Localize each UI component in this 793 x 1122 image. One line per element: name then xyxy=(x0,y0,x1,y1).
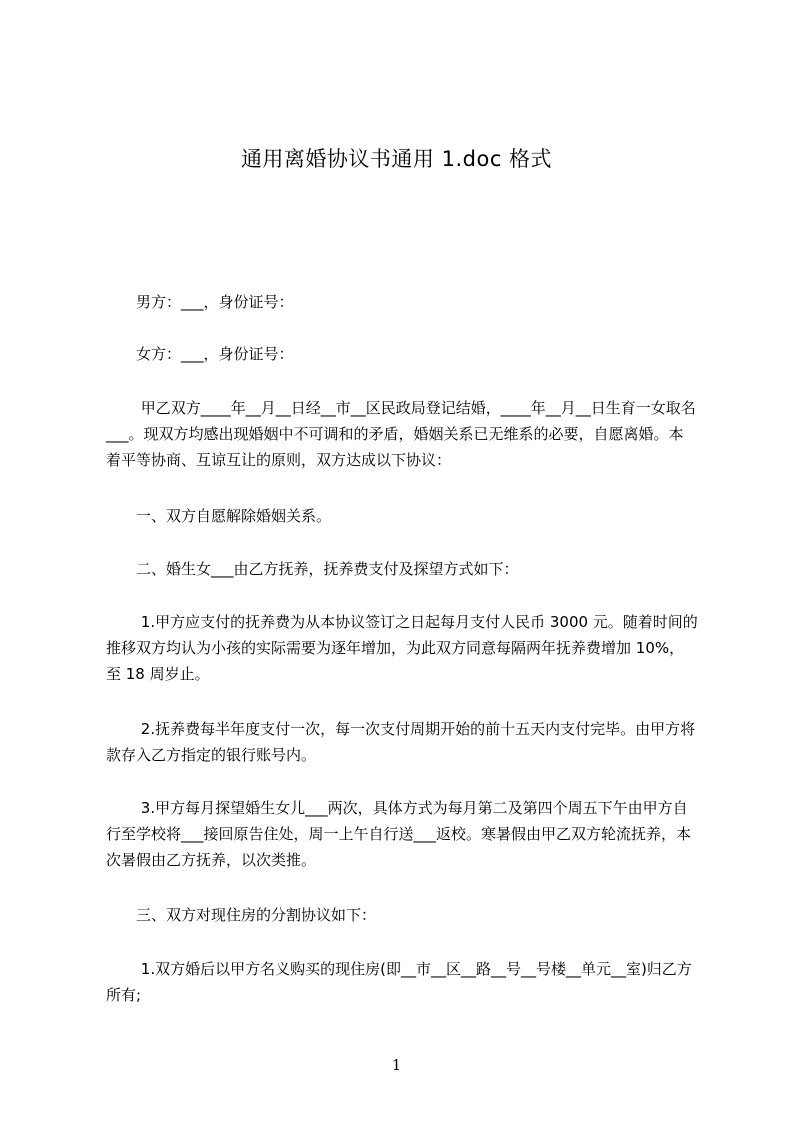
paragraph-clause-3: 三、双方对现住房的分割协议如下： xyxy=(136,906,377,924)
page-number: 1 xyxy=(391,1056,402,1074)
paragraph-male-party: 男方：___，身份证号： xyxy=(136,293,294,311)
paragraph-clause-2-item-1: 1.甲方应支付的抚养费为从本协议签订之日起每月支付人民币 3000 元。随着时间的推移双方均认为小孩的实际需要为逐年增加，为此双方同意每隔两年抚养费增加 10%，至 18 周岁止。 xyxy=(106,613,698,683)
paragraph-clause-2-item-2: 2.抚养费每半年度支付一次，每一次支付周期开始的前十五天内支付完毕。由甲方将款存入乙方指定的银行账号内。 xyxy=(106,720,696,764)
paragraph-clause-2-item-3: 3.甲方每月探望婚生女儿___两次，具体方式为每月第二及第四个周五下午由甲方自行至学校将___接回原告住处，周一上午自行送___返校。寒暑假由甲乙双方轮流抚养，本次暑假由乙方抚养，以次类推。 xyxy=(106,799,692,869)
paragraph-female-party: 女方：___，身份证号： xyxy=(136,345,294,363)
paragraph-clause-1: 一、双方自愿解除婚姻关系。 xyxy=(136,507,332,525)
paragraph-preamble: 甲乙双方____年__月__日经__市__区民政局登记结婚，____年__月__日生育一女取名___。现双方均感出现婚姻中不可调和的矛盾，婚姻关系已无维系的必要，自愿离婚。本着平等协商、互谅互让的原则，双方达成以下协议： xyxy=(106,399,696,469)
paragraph-clause-3-item-1: 1.双方婚后以甲方名义购买的现住房(即__市__区__路__号__号楼__单元__室)归乙方所有; xyxy=(106,960,692,1004)
document-title: 通用离婚协议书通用 1.doc 格式 xyxy=(240,147,553,171)
paragraph-clause-2: 二、婚生女___由乙方抚养，抚养费支付及探望方式如下： xyxy=(136,560,519,578)
